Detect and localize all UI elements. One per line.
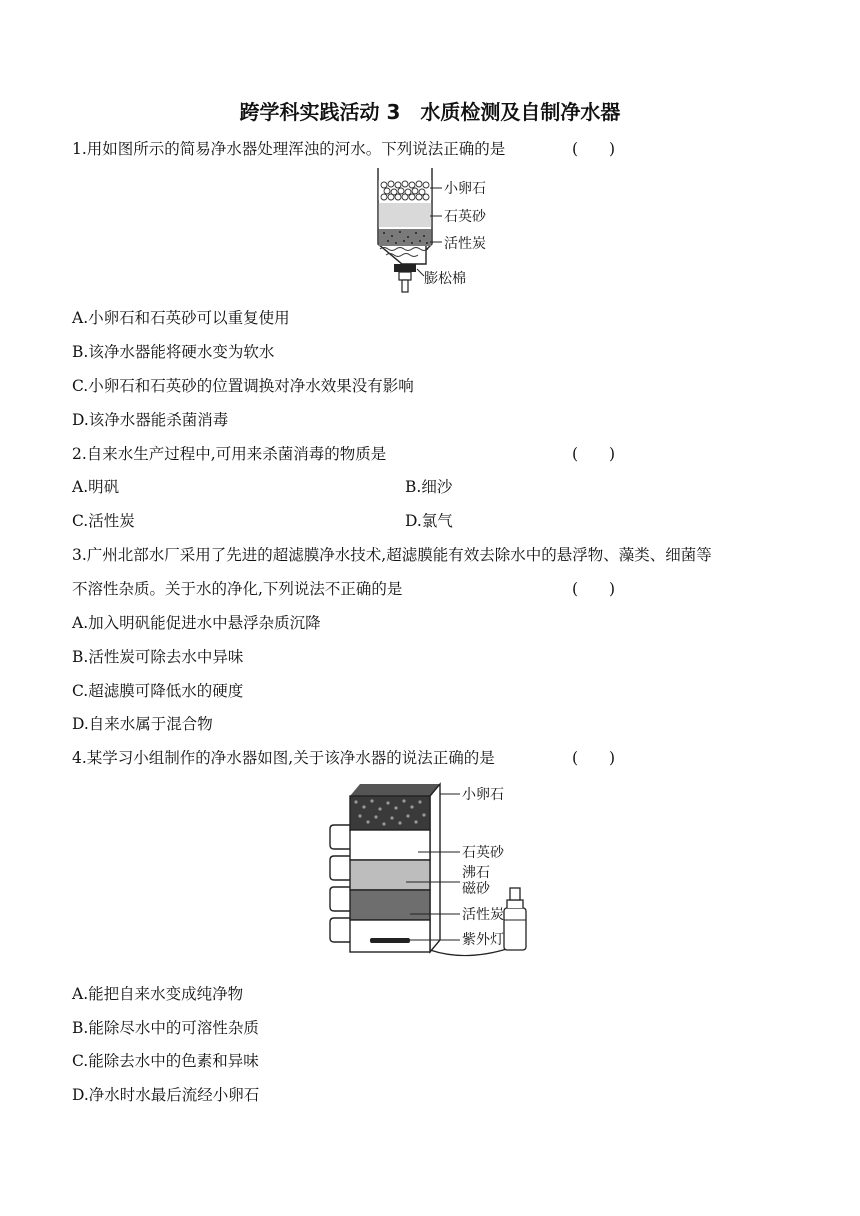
q1-label-activated-carbon: 活性炭 [444,236,486,252]
q2-answer-paren: ( ) [572,445,616,463]
q3-stem-line2: 不溶性杂质。关于水的净化,下列说法不正确的是 [72,580,403,598]
q4-answer-paren: ( ) [572,749,616,767]
q2-option-c: C.活性炭 [72,512,135,530]
q4-label-pebbles: 小卵石 [462,787,504,803]
q1-option-b: B.该净水器能将硬水变为软水 [72,343,275,361]
q2-stem: 2.自来水生产过程中,可用来杀菌消毒的物质是 [72,445,387,463]
q1-label-pebbles: 小卵石 [444,181,486,197]
q1-stem: 1.用如图所示的简易净水器处理浑浊的河水。下列说法正确的是 [72,140,506,158]
q1-label-quartz-sand: 石英砂 [444,209,486,225]
q1-filter-figure [372,166,502,300]
q2-option-a: A.明矾 [72,478,120,496]
q3-answer-paren: ( ) [572,580,616,598]
q2-option-b: B.细沙 [405,478,453,496]
q1-option-a: A.小卵石和石英砂可以重复使用 [72,309,290,327]
q2-option-d: D.氯气 [405,512,453,530]
q3-option-a: A.加入明矾能促进水中悬浮杂质沉降 [72,614,321,632]
q4-option-a: A.能把自来水变成纯净物 [72,985,244,1003]
q3-stem-line1: 3.广州北部水厂采用了先进的超滤膜净水技术,超滤膜能有效去除水中的悬浮物、藻类、细菌等 [72,546,712,564]
q4-option-c: C.能除去水中的色素和异味 [72,1052,259,1070]
q4-option-b: B.能除尽水中的可溶性杂质 [72,1019,259,1037]
q4-filter-figure [326,782,536,962]
q4-label-quartz-sand: 石英砂 [462,845,504,861]
q4-label-activated-carbon: 活性炭 [462,907,504,923]
q1-option-c: C.小卵石和石英砂的位置调换对净水效果没有影响 [72,377,414,395]
q3-option-b: B.活性炭可除去水中异味 [72,648,244,666]
q4-label-zeolite: 沸石 [462,865,490,881]
q4-label-magnetite: 磁砂 [462,881,490,897]
q3-option-d: D.自来水属于混合物 [72,715,213,733]
q4-option-d: D.净水时水最后流经小卵石 [72,1086,260,1104]
page-title: 跨学科实践活动 3 水质检测及自制净水器 [239,100,621,124]
q3-option-c: C.超滤膜可降低水的硬度 [72,682,244,700]
q1-answer-paren: ( ) [572,140,616,158]
q1-option-d: D.该净水器能杀菌消毒 [72,411,229,429]
q1-label-cotton: 膨松棉 [424,271,466,287]
q4-label-uv-lamp: 紫外灯 [462,932,504,948]
q4-stem: 4.某学习小组制作的净水器如图,关于该净水器的说法正确的是 [72,749,495,767]
